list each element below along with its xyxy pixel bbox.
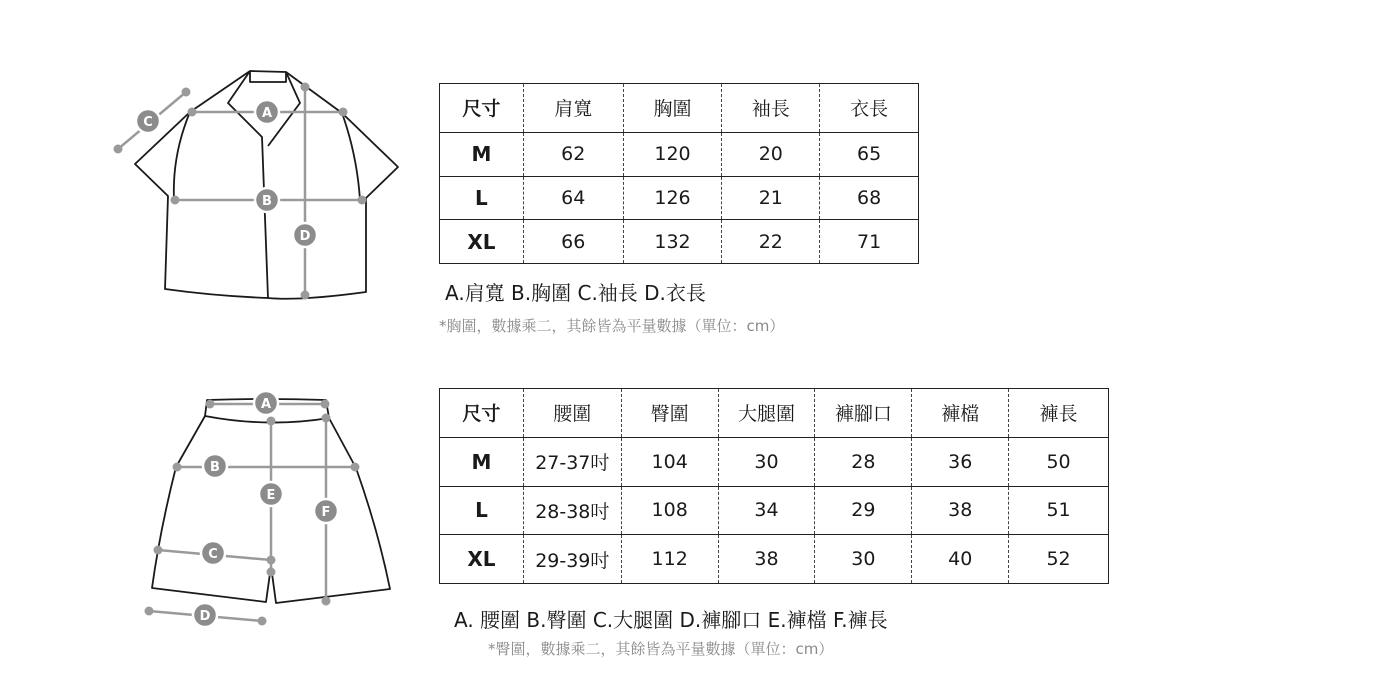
badge-c <box>201 541 225 565</box>
header-cell: 腰圍 <box>523 389 621 438</box>
shorts-diagram <box>130 385 405 630</box>
shirt-size-table <box>439 83 919 264</box>
header-cell: 袖長 <box>722 84 820 133</box>
size-cell: M <box>440 132 524 176</box>
table-cell: 126 <box>623 176 722 220</box>
svg-text:B: B <box>262 194 272 209</box>
table-cell: 21 <box>722 176 820 220</box>
badge-a <box>254 391 278 415</box>
header-cell: 肩寬 <box>523 84 623 133</box>
svg-text:A: A <box>260 397 272 412</box>
size-cell: M <box>440 437 524 486</box>
size-cell: XL <box>440 220 524 264</box>
shirt-diagram <box>100 60 410 310</box>
header-cell: 褲長 <box>1009 389 1109 438</box>
table-cell: 38 <box>718 535 815 584</box>
header-cell: 褲腳口 <box>815 389 912 438</box>
table-cell: 29 <box>815 486 912 535</box>
table-cell: 30 <box>718 437 815 486</box>
table-cell: 120 <box>623 132 722 176</box>
svg-text:C: C <box>208 547 218 562</box>
shirt-legend: A.肩寬 B.胸圍 C.袖長 D.衣長 <box>445 281 706 305</box>
size-cell: L <box>440 176 524 220</box>
table-row <box>440 132 919 176</box>
table-header-row <box>440 389 1109 438</box>
table-cell: 132 <box>623 220 722 264</box>
table-cell: 20 <box>722 132 820 176</box>
table-cell: 71 <box>820 220 919 264</box>
table-cell: 50 <box>1009 437 1109 486</box>
table-cell: 112 <box>621 535 718 584</box>
table-cell: 36 <box>912 437 1009 486</box>
badge-e <box>259 482 283 506</box>
table-row <box>440 535 1109 584</box>
badge-d <box>293 223 317 247</box>
shirt-note: *胸圍，數據乘二，其餘皆為平量數據（單位：cm） <box>439 317 785 335</box>
badge-d <box>193 603 217 627</box>
table-row <box>440 486 1109 535</box>
table-cell: 62 <box>523 132 623 176</box>
table-cell: 104 <box>621 437 718 486</box>
header-cell: 尺寸 <box>440 389 524 438</box>
table-cell: 51 <box>1009 486 1109 535</box>
table-row <box>440 220 919 264</box>
header-cell: 胸圍 <box>623 84 722 133</box>
table-cell: 40 <box>912 535 1009 584</box>
size-cell: L <box>440 486 524 535</box>
svg-text:B: B <box>210 460 220 475</box>
table-cell: 68 <box>820 176 919 220</box>
table-cell: 65 <box>820 132 919 176</box>
header-cell: 臀圍 <box>621 389 718 438</box>
header-cell: 褲檔 <box>912 389 1009 438</box>
badge-b <box>255 188 279 212</box>
table-cell: 27-37吋 <box>523 437 621 486</box>
badge-c <box>136 109 160 133</box>
table-cell: 22 <box>722 220 820 264</box>
badge-a <box>255 100 279 124</box>
table-cell: 30 <box>815 535 912 584</box>
badge-b <box>203 454 227 478</box>
shorts-note: *臀圍，數據乘二，其餘皆為平量數據（單位：cm） <box>488 640 834 658</box>
svg-text:C: C <box>143 115 153 130</box>
table-row <box>440 437 1109 486</box>
header-cell: 衣長 <box>820 84 919 133</box>
header-cell: 大腿圍 <box>718 389 815 438</box>
shorts-size-table <box>439 388 1109 584</box>
table-cell: 34 <box>718 486 815 535</box>
svg-text:F: F <box>321 505 331 520</box>
table-cell: 28 <box>815 437 912 486</box>
svg-text:D: D <box>299 229 311 244</box>
table-cell: 38 <box>912 486 1009 535</box>
svg-text:E: E <box>266 488 276 503</box>
shorts-legend: A. 腰圍 B.臀圍 C.大腿圍 D.褲腳口 E.褲檔 F.褲長 <box>454 608 888 632</box>
table-cell: 64 <box>523 176 623 220</box>
table-header-row <box>440 84 919 133</box>
svg-text:D: D <box>199 609 211 624</box>
table-row <box>440 176 919 220</box>
table-cell: 28-38吋 <box>523 486 621 535</box>
table-cell: 52 <box>1009 535 1109 584</box>
svg-text:A: A <box>261 106 273 121</box>
table-cell: 29-39吋 <box>523 535 621 584</box>
header-cell: 尺寸 <box>440 84 524 133</box>
table-cell: 108 <box>621 486 718 535</box>
badge-f <box>314 499 338 523</box>
size-cell: XL <box>440 535 524 584</box>
table-cell: 66 <box>523 220 623 264</box>
